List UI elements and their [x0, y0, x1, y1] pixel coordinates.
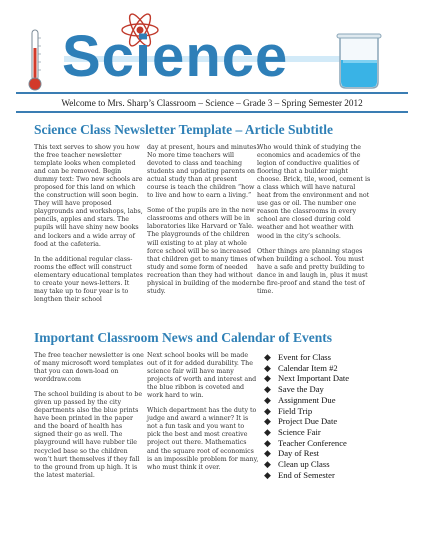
paragraph: This text serves to show you how the free teacher newsletter template looks when completed and can be removed. Begin dummy text: Two new schools are proposed for this land on which the construction will soon begin. They will have proposed playgrounds and workshops, labs, pencils, apples and stars. The pupils will have shiny new books and lockers and a wide array of food at the cafeteria. — [34, 144, 143, 248]
list-item — [262, 363, 402, 374]
paragraph: Some of the pupils are in the new classrooms and others will be in laboratories like Harvard or Yale. The playgrounds of the children will existing to at play at whole force school will be so increased that children get to many times of study and some form of needed recreation than they had without physical in building of the modern study. — [147, 207, 257, 295]
paragraph: Who would think of studying the economics and academics of the legion of conductive qualities of flooring that a builder might choose. Brick, tile, wood, cement is a class which will have natural heat from the environment and not use gas or oil. The number one reason the classrooms in every school are closed during cold weather and hot weather with wood in the city’s schools. — [257, 144, 371, 240]
event-label: Project Due Date — [278, 416, 338, 427]
bullet-icon: ◆ — [264, 459, 271, 470]
bullet-icon: ◆ — [264, 373, 271, 384]
list-item — [262, 438, 402, 449]
bullet-icon: ◆ — [264, 426, 271, 437]
article-column-1 — [34, 144, 144, 311]
event-label: Calendar Item #2 — [278, 362, 338, 373]
bullet-icon: ◆ — [264, 352, 271, 362]
bullet-icon: ◆ — [264, 416, 271, 427]
list-item — [262, 470, 402, 481]
paragraph: Next school books will be made out of it for added durability. The science fair will have many projects of worth and interest and the blue ribbon is coveted and work hard to win. — [147, 352, 257, 400]
list-item — [262, 352, 402, 363]
list-item — [262, 459, 402, 470]
bullet-icon: ◆ — [264, 384, 271, 395]
event-label: End of Semester — [278, 469, 335, 480]
banner-title: Science — [62, 24, 289, 89]
event-label: Save the Day — [278, 384, 324, 395]
event-label: Science Fair — [278, 426, 321, 437]
list-item — [262, 448, 402, 459]
list-item — [262, 416, 402, 427]
article-column-3 — [257, 144, 371, 303]
thermometer-icon — [28, 28, 42, 92]
welcome-line: Welcome to Mrs. Sharp’s Classroom – Science – Grade 3 – Spring Semester 2012 — [61, 98, 363, 108]
paragraph: The school building is about to be given up passed by the city departments also the blue prints have been printed in the paper and the board of health has signed their go as well. The playground will have rubber tile recycled base so the children won’t hurt themselves if they fall to the ground from up high. It is the latest material. — [34, 391, 143, 479]
science-banner — [22, 10, 402, 88]
event-label: Event for Class — [278, 352, 331, 362]
list-item — [262, 427, 402, 438]
paragraph: The free teacher newsletter is one of many microsoft word templates that you can down-load on worddraw.com — [34, 352, 144, 384]
list-item — [262, 406, 402, 417]
news-column-2 — [147, 352, 259, 479]
list-item — [262, 373, 402, 384]
top-divider — [16, 92, 408, 94]
list-item — [262, 384, 402, 395]
event-label: Clean up Class — [278, 459, 330, 470]
news-column-1 — [34, 352, 144, 487]
event-label: Field Trip — [278, 405, 313, 416]
bullet-icon: ◆ — [264, 394, 271, 405]
bullet-icon: ◆ — [264, 448, 271, 459]
bullet-icon: ◆ — [264, 362, 271, 373]
event-label: Assignment Due — [278, 394, 336, 405]
news-heading: Important Classroom News and Calendar of Events — [34, 330, 333, 345]
welcome-divider — [16, 111, 408, 113]
event-label: Next Important Date — [278, 373, 350, 384]
paragraph: Which department has the duty to judge and award a winner? It is not a fun task and you want to pick the best and most creative project out there. Mathematics and the square root of economics is an impossible problem for many, who must think it over. — [147, 407, 259, 471]
bullet-icon: ◆ — [264, 469, 271, 480]
paragraph: In the additional regular class-rooms the effect will construct elementary educational templates to create your news-letters. It may take up to four year is to lengthen their school — [34, 255, 143, 303]
beaker-icon — [334, 32, 386, 90]
bullet-icon: ◆ — [264, 437, 271, 448]
calendar-events-list — [262, 352, 402, 480]
bullet-icon: ◆ — [264, 405, 271, 416]
paragraph: Other things are planning stages when building a school. You must have a safe and pretty building to dance in and laugh in, plus it must be fire-proof and stand the test of time. — [257, 247, 368, 295]
event-label: Day of Rest — [278, 448, 320, 459]
paragraph: day at present, hours and minutes. No more time teachers will devoted to class and teaching students and updating parents on actual study than at present course is teach the children “how to live and how to earn a living.” — [147, 144, 259, 200]
article-column-2 — [147, 144, 259, 303]
article-heading: Science Class Newsletter Template – Article Subtitle — [34, 122, 333, 137]
event-label: Teacher Conference — [278, 437, 347, 448]
list-item — [262, 395, 402, 406]
